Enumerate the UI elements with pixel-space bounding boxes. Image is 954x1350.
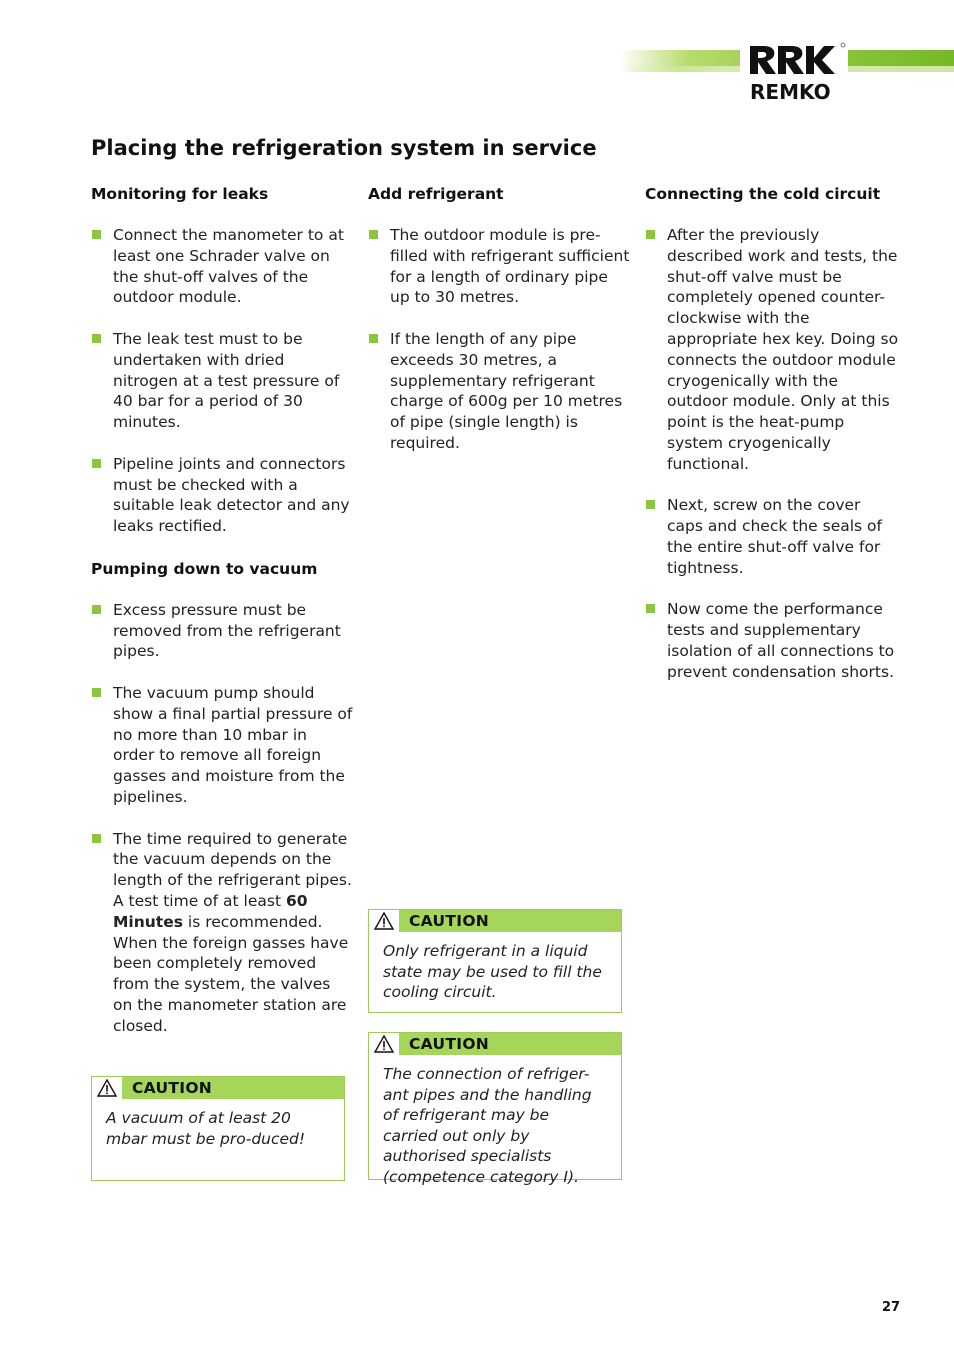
list-item-text: The vacuum pump should show a final partial pressure of no more than 10 mbar in order to remove all foreign gasses and moisture from the pipelines. [113,683,353,806]
caution-box-authorised-specialists [368,1032,622,1186]
remko-logo [740,40,848,104]
square-bullet-icon [369,334,378,343]
warning-triangle-icon [92,1077,122,1099]
warning-triangle-icon [369,1033,399,1055]
caution-text: Only refrigerant in a liquid state may be used to fill the cooling circuit. [383,942,602,1001]
list-item [91,600,353,662]
list-pumping-vacuum [91,600,353,1037]
heading-add-refrigerant: Add refrigerant [368,185,504,203]
list-item [645,225,900,475]
list-item [91,329,353,433]
square-bullet-icon [646,604,655,613]
square-bullet-icon [92,459,101,468]
list-item [91,683,353,808]
caution-text: A vacuum of at least 20 mbar must be pro-duced! [106,1109,306,1148]
caution-box-vacuum [91,1076,345,1181]
caution-header [369,1033,621,1055]
brand-name: REMKO [750,80,831,104]
caution-header [92,1077,344,1099]
square-bullet-icon [92,688,101,697]
caution-label: CAUTION [409,1035,490,1053]
square-bullet-icon [92,334,101,343]
warning-triangle-icon [369,910,399,932]
list-item-text: The time required to generate the vacuum depends on the length of the refrigerant pipes. A test time of at least [113,829,352,910]
column-add-refrigerant [368,183,630,475]
square-bullet-icon [92,230,101,239]
list-item [91,454,353,537]
caution-text: The connection of refriger-ant pipes and the handling of refrigerant may be carried out only by authorised specialists (competence category I). [383,1065,592,1186]
caution-label: CAUTION [409,912,490,930]
list-item-text: The leak test must to be undertaken with dried nitrogen at a test pressure of 40 bar for a period of 30 minutes. [113,329,340,432]
list-item-text: If the length of any pipe exceeds 30 metres, a supplementary refrigerant charge of 600g per 10 metres of pipe (single length) is required. [390,329,623,452]
list-item-text: Connect the manometer to at least one Schrader valve on the shut-off valves of the outdoor module. [113,226,344,307]
page-title: Placing the refrigeration system in service [91,136,597,160]
list-item-text: Now come the performance tests and supplementary isolation of all connections to prevent condensation shorts. [667,600,895,681]
list-item-text: After the previously described work and tests, the shut-off valve must be completely opened counter-clockwise with the appropriate hex key. Doing so connects the outdoor module cryogenically with the outdoor module. Only at this point is the heat-pump system cryogenically functional. [667,226,899,473]
list-item-text: The outdoor module is pre-filled with refrigerant sufficient for a length of ordinary pipe up to 30 metres. [390,226,630,307]
list-monitoring-leaks [91,225,353,537]
list-add-refrigerant [368,225,630,454]
caution-header [369,910,621,932]
list-cold-circuit [645,225,900,683]
list-item [368,225,630,308]
square-bullet-icon [92,605,101,614]
square-bullet-icon [369,230,378,239]
square-bullet-icon [646,230,655,239]
list-item [91,829,353,1037]
emphasis-duration: 60 Minutes [113,891,308,931]
caution-label: CAUTION [132,1079,213,1097]
list-item [368,329,630,454]
heading-monitoring-leaks: Monitoring for leaks [91,185,269,203]
list-item [91,225,353,308]
square-bullet-icon [646,500,655,509]
list-item-text: is recommended. When the foreign gasses have been completely removed from the system, the valves on the manometer station are closed. [113,912,349,1035]
list-item-text: Pipeline joints and connectors must be checked with a suitable leak detector and any leaks rectified. [113,454,350,536]
square-bullet-icon [92,834,101,843]
list-item-text: Excess pressure must be removed from the refrigerant pipes. [113,600,341,661]
column-monitoring-vacuum [91,183,353,1057]
heading-pumping-vacuum: Pumping down to vacuum [91,559,318,578]
heading-cold-circuit: Connecting the cold circuit [645,185,881,203]
page-number: 27 [882,1300,901,1315]
list-item [645,599,900,682]
caution-box-liquid-refrigerant [368,909,622,1013]
list-item-text: Next, screw on the cover caps and check the seals of the entire shut-off valve for tightness. [667,496,882,577]
column-cold-circuit [645,183,900,703]
list-item [645,495,900,578]
